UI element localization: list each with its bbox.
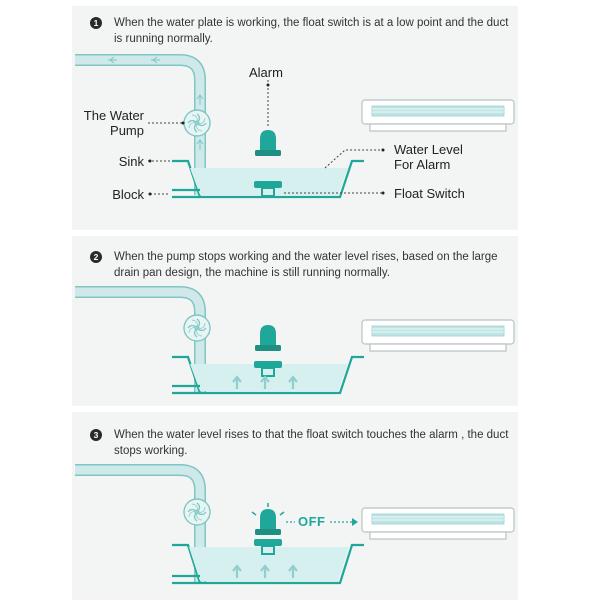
alarm-icon-2 [255,325,281,351]
step-2-number-badge: 2 [90,251,102,263]
alarm-icon-3 [255,509,281,535]
ac-unit-icon [362,100,514,131]
alarm-icon [255,130,281,156]
ac-unit-icon-2 [362,320,514,351]
block-label: Block [112,187,144,202]
off-label: OFF [298,514,326,529]
water-pump-icon-2 [184,315,210,341]
water-pump-icon-3 [184,499,210,525]
panel-3-illustration [75,470,514,583]
water-level-for-alarm-label: Water Level For Alarm [394,142,463,172]
step-2-text: When the pump stops working and the water level rises, based on the large drain pan design, the machine is still running normally. [114,251,498,279]
step-1-text: When the water plate is working, the float switch is at a low point and the duct is running normally. [114,17,509,45]
ac-unit-icon-3 [362,508,514,539]
step-1-number-badge: 1 [90,17,102,29]
alarm-label: Alarm [249,65,283,80]
step-3-text: When the water level rises to that the float switch touches the alarm , the duct stops working. [114,429,509,457]
sink-label: Sink [118,154,144,169]
water-pump-icon [184,110,210,136]
float-switch-label: Float Switch [394,186,465,201]
water-pump-label: The Water Pump [83,108,144,138]
step-3-number-badge: 3 [90,429,102,441]
panel-2-illustration [75,292,514,393]
